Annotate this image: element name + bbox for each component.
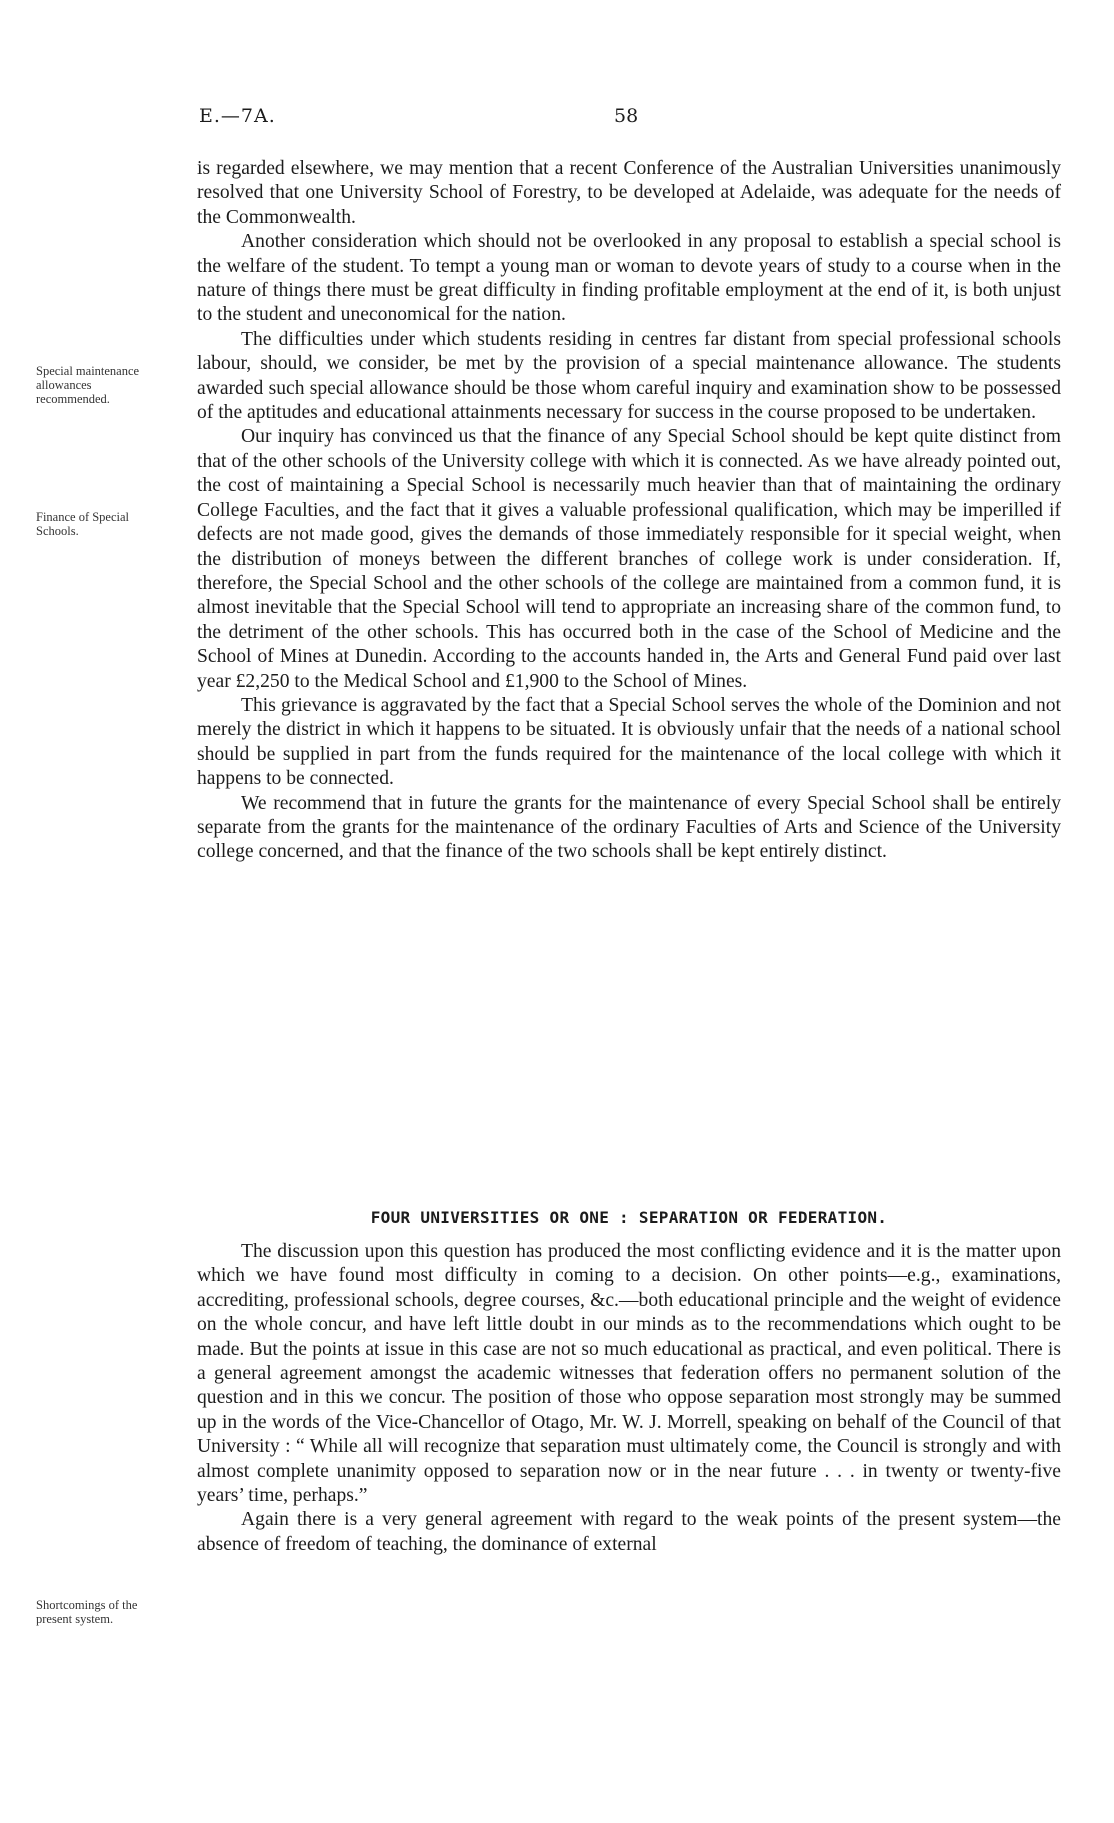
margin-note-maintenance: Special maintenance allowances recommended. bbox=[36, 364, 140, 406]
paragraph: This grievance is aggravated by the fact that a Special School serves the whole of the Dominion and not merely the district in which it happens to be situated. It is obviously unfair that the needs of a national school should be supplied in part from the funds required for the maintenance of the local college with which it happens to be connected. bbox=[197, 694, 1061, 790]
section-special-schools bbox=[197, 157, 1061, 865]
document-id: E.—7A. bbox=[199, 105, 276, 127]
paragraph: Our inquiry has convinced us that the finance of any Special School should be kept quite distinct from that of the other schools of the University college with which it is connected. As we have already pointed out, the cost of maintaining a Special School is necessarily much heavier than that of maintaining the ordinary College Faculties, and the fact that it gives a valuable professional qualification, which may be imperilled if defects are not made good, gives the demands of those immediately responsible for it special weight, when the distribution of moneys between the different branches of college work is under consideration. If, therefore, the Special School and the other schools of the college are maintained from a common fund, it is almost inevitable that the Special School will tend to appropriate an increasing share of the common fund, to the detriment of the other schools. This has occurred both in the case of the School of Medicine and the School of Mines at Dunedin. According to the accounts handed in, the Arts and General Fund paid over last year £2,250 to the Medical School and £1,900 to the School of Mines. bbox=[197, 426, 1061, 692]
paragraph: is regarded elsewhere, we may mention that a recent Conference of the Australian Universities unanimously resolved that one University School of Forestry, to be developed at Adelaide, was adequate for the needs of the Commonwealth. bbox=[197, 158, 1061, 228]
paragraph: Another consideration which should not be overlooked in any proposal to establish a special school is the welfare of the student. To tempt a young man or woman to devote years of study to a course when in the nature of things there must be great difficulty in finding profitable employment at the end of it, is both unjust to the student and uneconomical for the nation. bbox=[197, 231, 1061, 326]
paragraph: The difficulties under which students residing in centres far distant from special professional schools labour, should, we consider, be met by the provision of a special maintenance allowance. The students awarded such special allowance should be those whom careful inquiry and examination show to be possessed of the aptitudes and educational attainments necessary for success in the course proposed to be undertaken. bbox=[197, 328, 1061, 424]
section-separation-federation bbox=[197, 1240, 1061, 1557]
page-number: 58 bbox=[614, 105, 639, 127]
paragraph: We recommend that in future the grants for the maintenance of every Special School shall be entirely separate from the grants for the maintenance of the ordinary Faculties of Arts and Science of the University college concerned, and that the finance of the two schools shall be kept entirely distinct. bbox=[197, 792, 1061, 863]
margin-note-shortcomings: Shortcomings of the present system. bbox=[36, 1598, 138, 1626]
paragraph: The discussion upon this question has produced the most conflicting evidence and it is the matter upon which we have found most difficulty in coming to a decision. On other points—e.g., examinations, accrediting, professional schools, degree courses, &c.—both educational principle and the weight of evidence on the whole concur, and have left little doubt in our minds as to the recommendations which ought to be made. But the points at issue in this case are not so much educational as practical, and even political. There is a general agreement amongst the academic witnesses that federation offers no permanent solution of the question and in this we concur. The position of those who oppose separation most strongly may be summed up in the words of the Vice-Chancellor of Otago, Mr. W. J. Morrell, speaking on behalf of the Council of that University : “ While all will recognize that separation must ultimately come, the Council is strongly and with almost complete unanimity opposed to separation now or in the near future . . . in twenty or twenty-five years’ time, perhaps.” bbox=[197, 1241, 1061, 1507]
margin-note-finance: Finance of Special Schools. bbox=[36, 510, 130, 538]
section-heading: FOUR UNIVERSITIES OR ONE : SEPARATION OR FEDERATION. bbox=[370, 1208, 888, 1227]
paragraph: Again there is a very general agreement with regard to the weak points of the present system—the absence of freedom of teaching, the dominance of external bbox=[197, 1509, 1061, 1555]
